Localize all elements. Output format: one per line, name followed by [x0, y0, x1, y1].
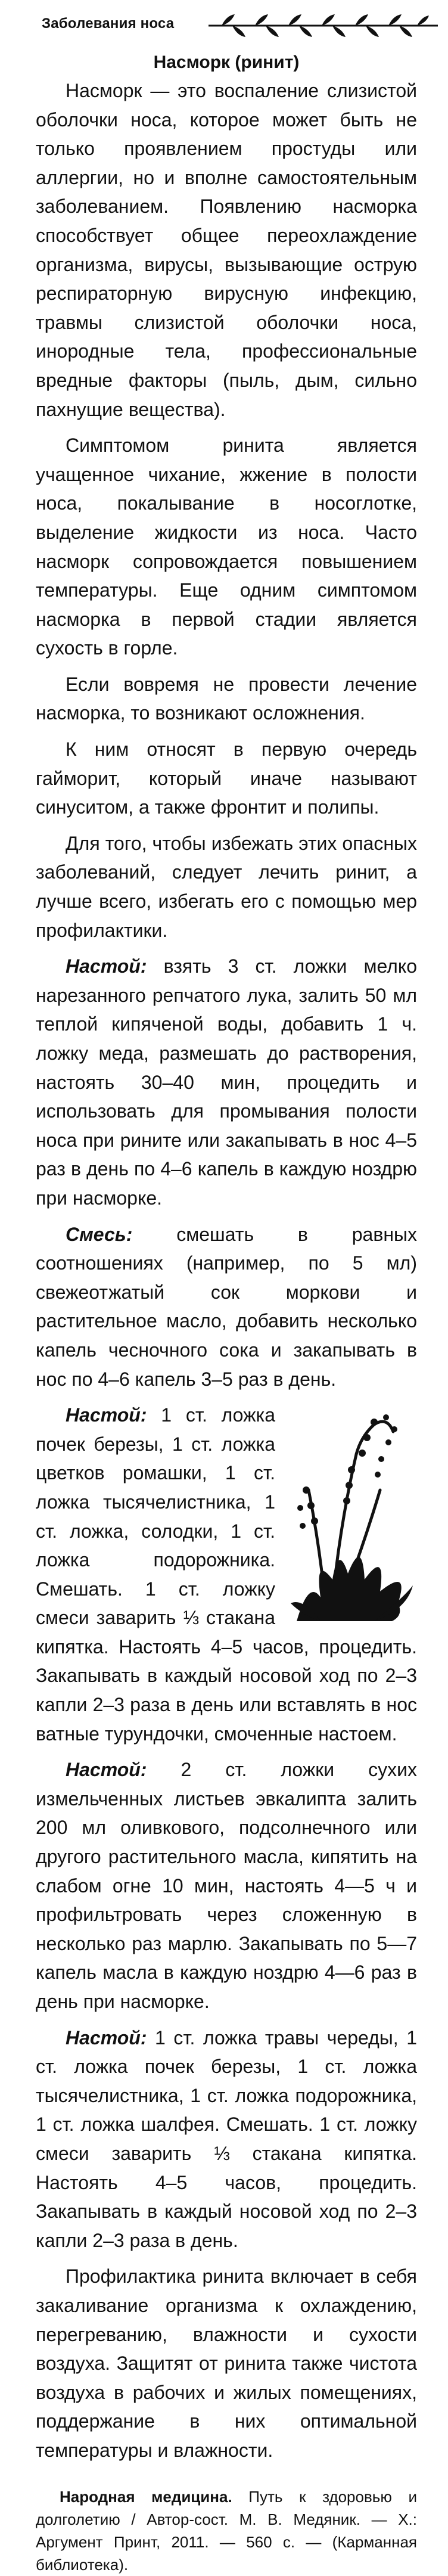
remedy-term: Настой: — [66, 1404, 147, 1426]
intro-paragraph: Насморк — это воспаление слизистой оболочки носа, которое может быть не только проявлением простуды или аллергии, но и вполне самостоятельным заболеванием. Появлению насморка способствует общее переохлаждение организма, вирусы, вызывающие острую респираторную вирусную инфекцию, травмы слизистой оболочки носа, инородные тела, профессиональные вредные факторы (пыль, дым, сильно пахнущие вещества). — [36, 80, 417, 420]
intro-paragraph: К ним относят в первую очередь гайморит, который иначе называют синуситом, а также фронтит и полипы. — [36, 738, 417, 818]
prevention-paragraph: Профилактика ринита включает в себя закаливание организма к охлаждению, перегреванию, влажности и сухости воздуха. Защитят от ринита также чистота воздуха в рабочих и жилых помещениях, поддержание в них оптимальной температуры и влажности. — [36, 2265, 417, 2461]
remedy-term: Настой: — [66, 2026, 147, 2049]
intro-paragraph: Для того, чтобы избежать этих опасных заболеваний, следует лечить ринит, а лучше всего, избегать его с помощью мер профилактики. — [36, 832, 417, 941]
remedy-paragraph — [36, 2023, 417, 2255]
remedy-text: смешать в равных соотношениях (например, по 5 мл) свежеотжатый сок моркови и растительное масло, добавить несколько капель чесночного сока и закапывать в нос по 4–6 капель 3–5 раз в день. — [36, 1223, 417, 1390]
plant-illustration-icon — [285, 1401, 417, 1621]
remedy-term: Настой: — [66, 1759, 147, 1781]
remedy-paragraph — [36, 1220, 417, 1394]
remedy-text: 1 ст. ложка почек березы, 1 ст. ложка цветков ромашки, 1 ст. ложка тысячелистника, 1 ст. ложка, солодки, 1 ст. ложка подорожника. Смешать. 1 ст. ложку смеси заварить ⅓ стакана кипятка. Настоять 4–5 часов, процедить. Закапывать в каждый носовой ход по 2–3 капли 2–3 раза в день или вставлять в нос ватные турундочки, смоченные настоем. — [36, 1404, 417, 1745]
remedy-text: взять 3 ст. ложки мелко нарезанного репчатого лука, залить 50 мл теплой кипяченой воды, добавить 1 ч. ложку меда, размешать до растворения, настоять 30–40 мин, процедить и использовать для промывания полости носа при рините или закапывать в нос 4–5 раз в день по 4–6 капель в каждую ноздрю при насморке. — [36, 955, 417, 1209]
remedy-paragraph — [36, 1755, 417, 2016]
remedy-term: Настой: — [66, 955, 147, 977]
remedy-text: 2 ст. ложки сухих измельченных листьев эвкалипта залить 200 мл оливкового, подсолнечного или другого растительного масла, кипятить на слабом огне 10 мин, настоять 4—5 ч и профильтровать через сложенную в несколько раз марлю. Закапывать по 5—7 капель масла в каждую ноздрю 4—6 раз в день при насморке. — [36, 1759, 417, 2012]
remedy-term: Смесь: — [66, 1223, 133, 1245]
article-title: Насморк (ринит) — [153, 52, 300, 72]
page-header — [42, 11, 435, 41]
intro-paragraph: Если вовремя не провести лечение насморка, то возникают осложнения. — [36, 673, 417, 724]
bibliography-details: Путь к здоровью и долголетию / Автор-сост. М. В. Медяник. — Х.: Аргумент Принт, 2011. — 560 с. — (Карманная библиотека). — [36, 2487, 417, 2574]
intro-paragraph: Симптомом ринита является учащенное чихание, жжение в полости носа, покалывание в носоглотке, выделение жидкости из носа. Часто насморк сопровождается повышением температуры. Еще одним симптомом насморка в первой стадии является сухость в горле. — [36, 434, 417, 659]
bibliography-title: Народная медицина. — [60, 2487, 232, 2506]
article — [36, 52, 417, 2576]
remedy-paragraph — [36, 1401, 417, 1748]
bibliography — [36, 2485, 417, 2576]
remedy-paragraph — [36, 952, 417, 1212]
section-label: Заболевания носа — [42, 15, 175, 32]
remedy-text: 1 ст. ложка травы череды, 1 ст. ложка почек березы, 1 ст. ложка тысячелистника, 1 ст. ложка подорожника, 1 ст. ложка шалфея. Смешать. 1 ст. ложку смеси заварить ⅓ стакана кипятка. Настоять 4–5 часов, процедить. Закапывать в каждый носовой ход по 2–3 капли 2–3 раза в день. — [36, 2026, 417, 2251]
vine-ornament-icon — [209, 11, 441, 41]
